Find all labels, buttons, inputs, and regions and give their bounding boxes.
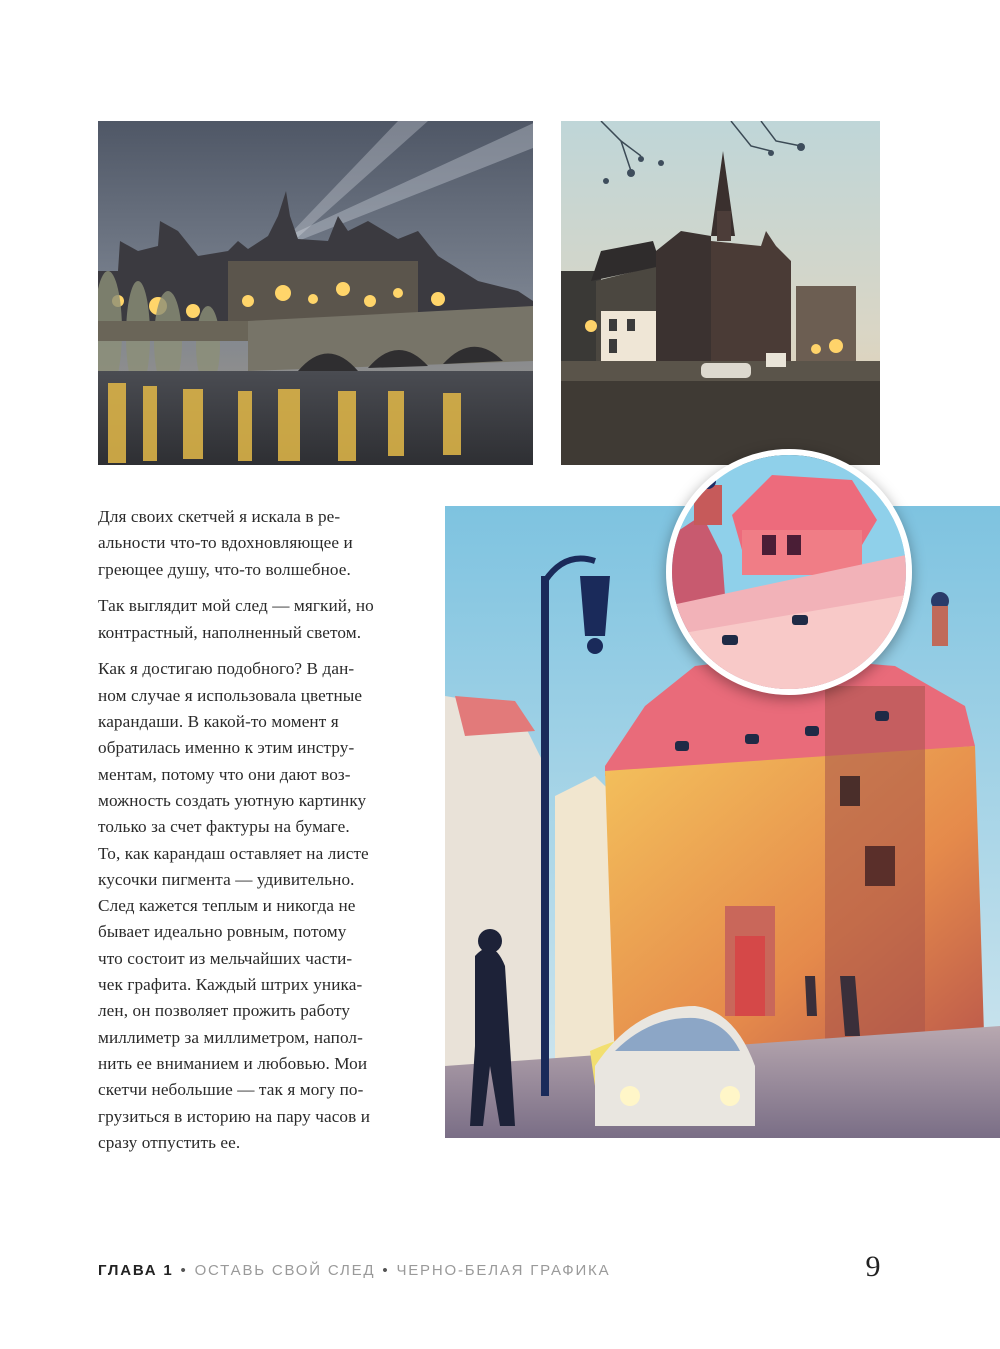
evening-street-church-illustration [561,121,880,465]
zoom-detail-circle [666,449,912,695]
chapter-label: ГЛАВА 1 [98,1262,174,1279]
separator-dot: • [180,1262,188,1279]
paragraph: Для своих скетчей я искала в ре- альности что-то вдохновляющее и греющее душу, что-то волшебное. [98,507,353,579]
separator-dot: • [382,1262,390,1279]
page-number: 9 [865,1250,881,1283]
subsection-label: ЧЕРНО-БЕЛАЯ ГРАФИКА [396,1262,611,1279]
running-footer [98,1262,898,1286]
paris-night-bridge-illustration [98,121,533,465]
paragraph: Как я достигаю подобного? В дан- ном случае я использовала цветные карандаши. В какой-то момент я обратилась именно к этим инстру- ментам, потому что они дают воз- можность создать уютную картинку только за счет фактуры на бумаге. То, как карандаш оставляет на листе кусочки пигмента — удивительно. След кажется теплым и никогда не бывает идеально ровным, потому что состоит из мельчайших части- чек графита. Каждый штрих уника- лен, он позволяет прожить работу миллиметр за миллиметром, напол- нить ее вниманием и любовью. Мои скетчи небольшие — так я могу по- грузиться в историю на пару часов и сразу отпустить ее. [98,659,371,1152]
section-label: ОСТАВЬ СВОЙ СЛЕД [194,1262,376,1279]
body-text [98,504,428,1167]
paragraph: Так выглядит мой след — мягкий, но контрастный, наполненный светом. [98,596,374,642]
